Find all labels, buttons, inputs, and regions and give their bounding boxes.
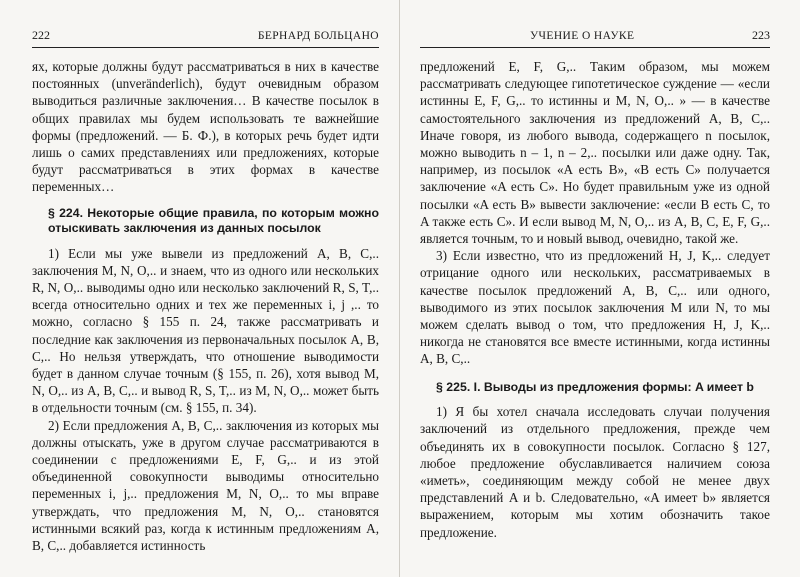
right-paragraph-1: предложений E, F, G,.. Таким образом, мы можем рассматривать следующее гипотетическое суждение — «если истинны E, F, G,.. то истинны и M, N, O,.. » — в качестве самостоятельного заключения из предложений A, B, C,.. Иначе говоря, из любого вывода, содержащего n посылок, можно выводить n – 1, n – 2,.. посылки или даже одну. Так, например, из посылок «A есть B», «B есть C» получается заключение «A есть C». Но будет правильным уже из одной посылки «A есть B» вывести заключение: «если B есть C, то A также есть C». И если вывод M, N, O,.. из A, B, C, E, F, G,.. является точным, то и новый вывод, очевидно, такой же.: [420, 59, 770, 247]
right-page-number: 223: [752, 28, 770, 42]
left-body-text: [32, 58, 379, 554]
left-paragraph-2: 1) Если мы уже вывели из предложений A, B, C,.. заключения M, N, O,.. и знаем, что из одного или нескольких R, N, O,.. выводимы одно или несколько заключений R, S, T,.. всегда относительно одних и тех же переменных i, j ,.. то можно, согласно § 155 п. 24, также рассматривать и последние как заключения из первоначальных посылок A, B, C,.. Но нельзя утверждать, что отношение выводимости будет в данном случае точным (§ 155, п. 26), хотя вывод M, N, O,.. из A, B, C,.. и вывод R, S, T,.. из M, N, O,.. может быть в отдельности точным (см. § 155, п. 34).: [32, 245, 379, 416]
left-running-head: [32, 28, 379, 48]
right-body-text: [420, 58, 770, 541]
right-running-title: УЧЕНИЕ О НАУКЕ: [530, 30, 635, 42]
right-section-heading: § 225. I. Выводы из предложения формы: A имеет b: [436, 379, 754, 394]
right-paragraph-3: 1) Я бы хотел сначала исследовать случаи получения заключений из отдельного предложения, прежде чем объединять их в совокупности посылок. Согласно § 127, любое предложение обуславливается наличием союза «иметь», соединяющим между собой не менее двух представлений A и b. Следовательно, «A имеет b» является выражением, которым мы хотим обозначить такое предложение.: [420, 404, 770, 540]
left-paragraph-1: ях, которые должны будут рассматриваться в них в качестве постоянных (unveränderlich), будут очевидным образом выводиться различные заключения… В качестве посылок в общих правилах мы будем использовать те важнейшие формы (предложений. — Б. Ф.), в которых речь будет идти лишь о самих представлениях или предложениях, которые будут рассматриваться в этих формах в качестве переменных…: [32, 59, 379, 195]
left-running-title: БЕРНАРД БОЛЬЦАНО: [257, 30, 379, 42]
left-page-number: 222: [32, 28, 50, 42]
left-section-heading: § 224. Некоторые общие правила, по которым можно отыскивать заключения из данных посылок: [48, 205, 379, 236]
left-paragraph-3: 2) Если предложения A, B, C,.. заключения из которых мы должны отыскать, уже в другом случае рассматриваются в соединении с предложениями E, F, G,.. и из этой объединенной совокупности выводимы относительно переменных i, j,.. предложения M, N, O,.. то мы вправе утверждать, что предложения M, N, O,.. становятся истинными всякий раз, когда к истинным предложениям A, B, C,.. добавляется истинность: [32, 417, 379, 554]
right-page: [400, 0, 800, 577]
right-paragraph-2: 3) Если известно, что из предложений H, J, K,.. следует отрицание одного или нескольких, рассматриваемых в качестве посылок предложений A, B, C,.. или одного, выводимого из этих посылок заключения M или N, то мы можем сделать вывод о том, что предложения H, J, K,.. никогда не становятся все вместе истинными, когда истинны A, B, C,..: [420, 248, 770, 367]
right-running-head: [420, 28, 770, 48]
